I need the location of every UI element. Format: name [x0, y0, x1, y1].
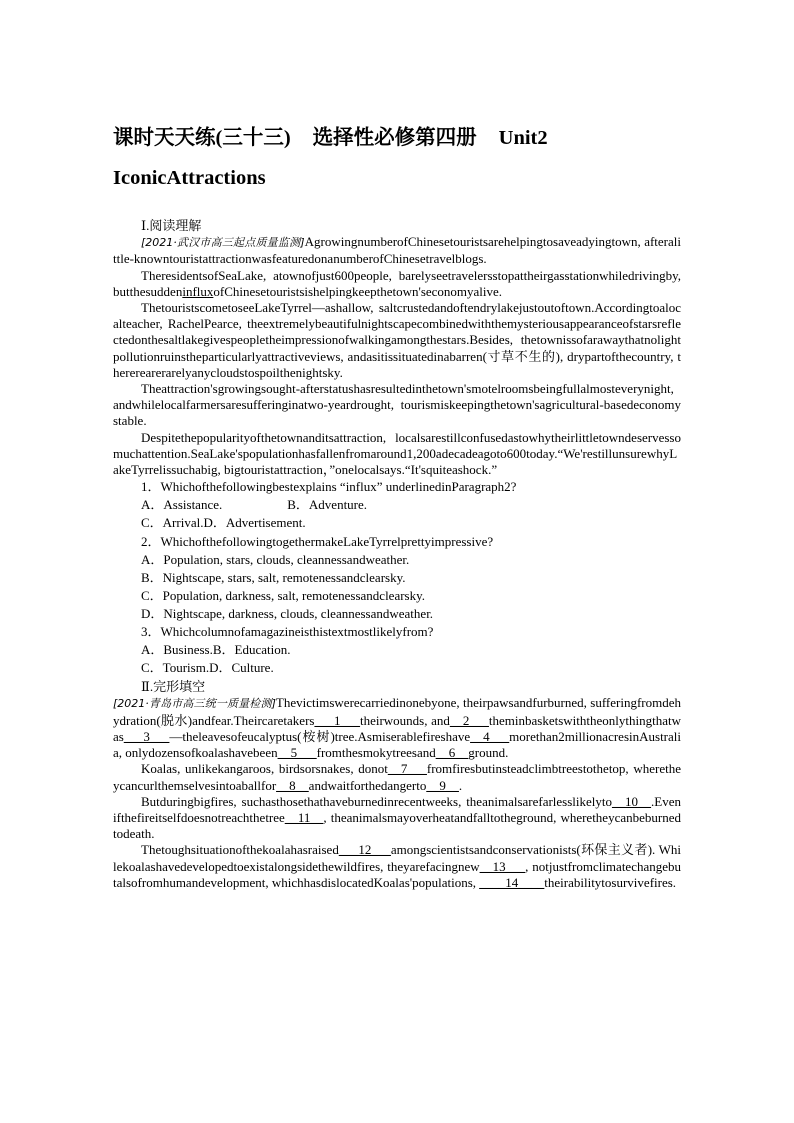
blank-5: __5___ — [277, 745, 317, 761]
cloze-paragraph-4 — [113, 842, 681, 891]
blank-3: ___3___ — [123, 728, 170, 744]
paragraph-text: —theleavesofeucalyptus(桉树)tree.Asmiserablefireshave — [169, 728, 471, 744]
paragraph-text: Koalas, unlikekangaroos, birdsorsnakes, donot — [141, 761, 388, 777]
paragraph-text: theirwounds, and — [359, 712, 450, 728]
question-line: 3．Whichcolumnofamagazineisthistextmostlikelyfrom? — [141, 624, 434, 639]
blank-13: __13___ — [479, 858, 526, 874]
cloze-paragraph-2 — [113, 761, 681, 793]
paragraph-text: TheresidentsofSeaLake, atownofjust600people, barelyseetravelersstopattheirgasstationwhiledrivingby, butthesudden — [113, 267, 681, 299]
question-line: A．Population, stars, clouds, cleannessandweather. — [141, 551, 410, 567]
paragraph-text: Thetoughsituationofthekoalahasraised — [141, 842, 339, 858]
blank-12: ___12___ — [338, 842, 391, 858]
page-subtitle: IconicAttractions — [113, 167, 266, 189]
paragraph-text: . — [458, 777, 463, 793]
title-part-1: 课时天天练(三十三) — [113, 127, 291, 149]
question-line: A．Business.B．Education. — [141, 642, 291, 658]
title-part-2: 选择性必修第四册 — [312, 127, 477, 149]
blank-4: __4___ — [470, 728, 510, 744]
paragraph-text: andwaitforthedangerto — [308, 777, 427, 793]
paragraph-text: theminbasketswiththeonlythingthatwas — [113, 712, 681, 744]
question-line: A．Assistance. B．Adventure. — [141, 497, 368, 513]
question-line: C．Population, darkness, salt, remotenessandclearsky. — [141, 587, 426, 603]
paragraph-text: theirabilitytosurvivefires. — [544, 874, 677, 890]
cloze-paragraph-3 — [113, 794, 681, 843]
paragraph-text: Thevictimswerecarriedinonebyone, theirpawsandfurburned, sufferingfromdehydration(脱水)andfear.Theircaretakers — [113, 695, 682, 728]
underlined-word: influx — [182, 283, 214, 299]
blank-6: __6__ — [435, 745, 469, 761]
paragraph-text: , notjustfromclimatechangebutalsofromhumandevelopment, whichhasdislocatedKoalas'populations, — [113, 858, 682, 890]
paragraph-text: , theanimalsmayoverheatandfalltotheground, wheretheycanbeburnedtodeath. — [113, 809, 681, 842]
source-note: [2021·武汉市高三起点质量监测] — [141, 236, 305, 250]
reading-paragraph-2 — [113, 268, 681, 300]
blank-9: __9__ — [426, 777, 459, 793]
title-part-3: Unit2 — [498, 127, 548, 149]
blank-7: __7___ — [387, 761, 427, 777]
paragraph-text: morethan2millionacresinAustralia, onlydozensofkoalashavebeen — [113, 728, 681, 761]
question-list — [113, 478, 681, 677]
paragraph-text: AgrowingnumberofChinesetouristsarehelpingtosaveadyingtown, afteralittle-knowntouristattractionwasfeaturedonanumberofChinesetravelblogs. — [113, 234, 682, 267]
section-heading-cloze: Ⅱ.完形填空 — [141, 679, 206, 695]
paragraph-text: amongscientistsandconservationists(环保主义者). Whilekoalashavedevelopedtoexistalongsidethewildfires, theyarefacingnew — [113, 842, 681, 874]
blank-14: ____14____ — [479, 874, 545, 890]
question-line: 1．Whichofthefollowingbestexplains “influx” underlinedinParagraph2? — [141, 479, 517, 495]
paragraph-text: .Evenifthefireitselfdoesnotreachthetree — [113, 793, 681, 825]
reading-paragraph-5: Despitethepopularityofthetownanditsattraction, localsarestillconfusedastowhytheirlittletowndeservessomuchattention.SeaLake'spopulationhasfallenfromaround1,200adecadeagoto600today.“We'restillunsurewhyLakeTyrrelissuchabig, bigtouristattraction，”onelocalsays.“It'squiteashock.” — [113, 429, 681, 478]
blank-2: __2___ — [449, 712, 489, 728]
blank-11: __11__ — [284, 809, 324, 825]
reading-paragraph-3: ThetouristscometoseeLakeTyrrel—ashallow, saltcrustedandoftendrylakejustoutoftown.Accordingtoalocalteacher, RachelPearce, theextremelybeautifulnightscapecombinedwiththemysteriousappearanceofstarsreflectedonthesaltlakegivespeopletheimpressionofwalkingamongthestars.Besides, thetownissofarawaythatnolightpollutionruinstheparticularlyattractiveviews, andasitissituatedinabarren(寸草不生的), drypartofthecountry, thererearerarelyanycloudstospoilthenightsky. — [113, 300, 681, 380]
question-line: C．Tourism.D．Culture. — [141, 660, 274, 676]
question-line: 2．WhichofthefollowingtogethermakeLakeTyrrelprettyimpressive? — [141, 533, 494, 549]
reading-paragraph-4: Theattraction'sgrowingsought-afterstatushasresultedinthetown'smotelroomsbeingfullalmosteverynight, andwhilelocalfarmersaresufferinginatwo-yeardrought, tourismiskeepingthetown'sagricultural-basedeconomystable. — [113, 381, 681, 429]
paragraph-text: ground. — [468, 745, 509, 761]
blank-1: ___1___ — [314, 712, 360, 728]
cloze-paragraph-1 — [113, 695, 681, 761]
section-heading-reading: Ⅰ.阅读理解 — [141, 218, 202, 233]
source-note: [2021·青岛市高三统一质量检测] — [113, 697, 276, 711]
document-page — [113, 118, 681, 891]
page-title — [113, 118, 681, 158]
blank-10: __10__ — [612, 793, 652, 809]
blank-8: __8__ — [276, 777, 309, 793]
paragraph-text: fromfiresbutinsteadclimbtreestothetop, wheretheycancurlthemselvesintoaballfor — [113, 761, 681, 793]
question-line: B．Nightscape, stars, salt, remotenessandclearsky. — [141, 569, 406, 585]
paragraph-text: ofChinesetouristsishelpingkeepthetown'seconomyalive. — [213, 283, 503, 299]
question-line: C．Arrival.D．Advertisement. — [141, 515, 306, 531]
question-line: D．Nightscape, darkness, clouds, cleannessandweather. — [141, 605, 434, 621]
paragraph-text: Butduringbigfires, suchasthosethathaveburnedinrecentweeks, theanimalsarefarlesslikelyto — [141, 793, 613, 809]
reading-paragraph-1 — [113, 234, 681, 267]
paragraph-text: fromthesmokytreesand — [316, 745, 436, 761]
